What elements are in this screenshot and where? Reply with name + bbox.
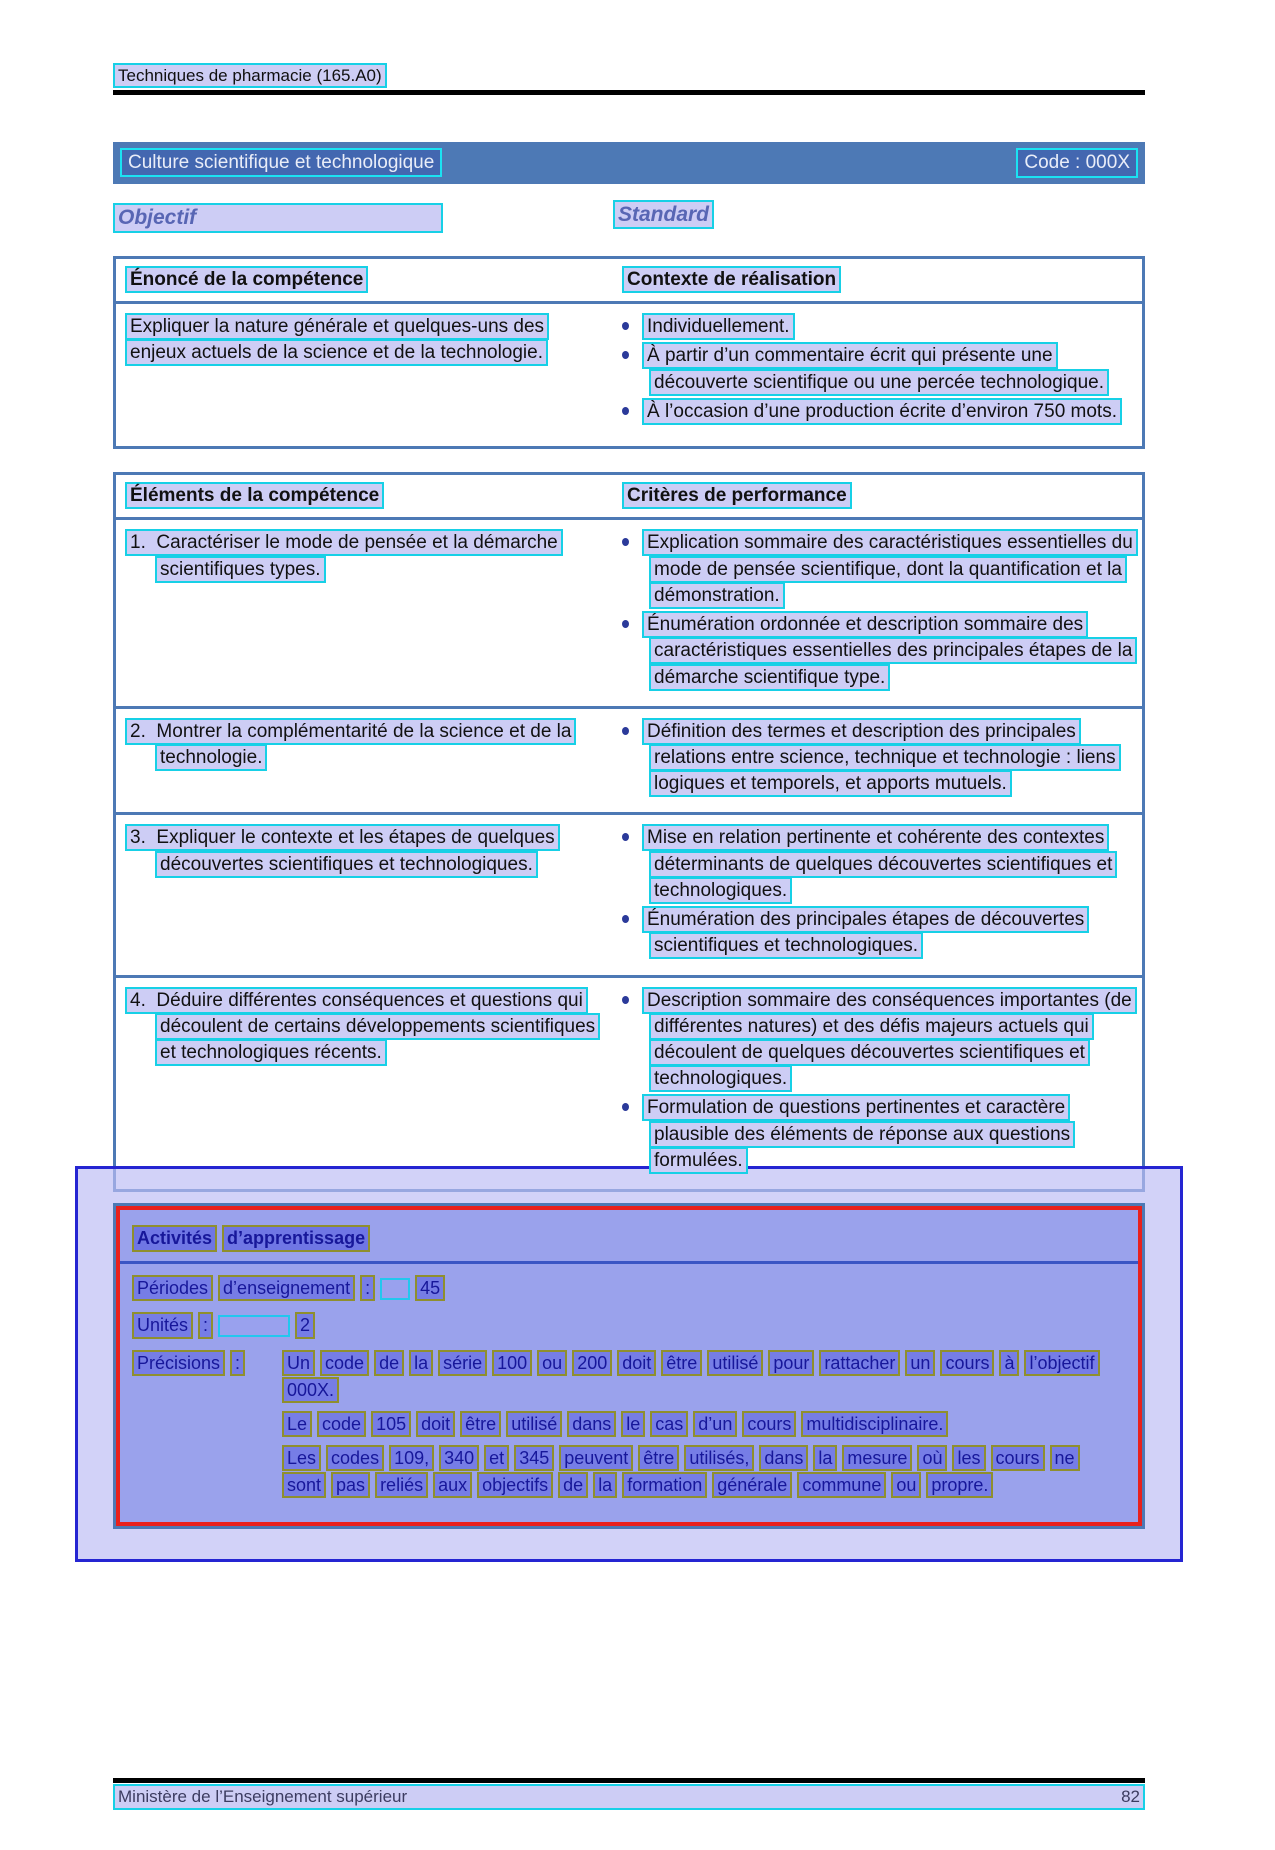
word-highlight: cours bbox=[742, 1411, 796, 1438]
word-highlight: rattacher bbox=[819, 1350, 900, 1377]
word-highlight: la bbox=[409, 1350, 433, 1377]
word-highlight: reliés bbox=[375, 1472, 428, 1499]
word-highlight: Unités bbox=[132, 1312, 193, 1339]
precisions-row bbox=[132, 1350, 1126, 1506]
word-highlight: codes bbox=[326, 1445, 384, 1472]
word-highlight: un bbox=[905, 1350, 935, 1377]
word-highlight: objectifs bbox=[477, 1472, 553, 1499]
word-highlight: de bbox=[374, 1350, 404, 1377]
word-highlight: d’apprentissage bbox=[222, 1225, 370, 1252]
word-highlight: d’enseignement bbox=[218, 1275, 355, 1302]
word-highlight: dans bbox=[759, 1445, 808, 1472]
word-highlight: dans bbox=[567, 1411, 616, 1438]
unites-row bbox=[132, 1312, 1126, 1339]
list-item bbox=[622, 530, 1133, 609]
element-text: Caractériser le mode de pensée et la démarche scientifiques types. bbox=[156, 532, 558, 580]
element-row-1 bbox=[116, 520, 1142, 705]
critere-text: Définition des termes et description des principales relations entre science, technique et technologie : liens logiques et temporels, et apports mutuels. bbox=[642, 718, 1121, 797]
bullet-icon bbox=[622, 727, 629, 735]
word-highlight: Les bbox=[282, 1445, 321, 1472]
bullet-icon bbox=[622, 351, 629, 359]
footer-ministry: Ministère de l’Enseignement supérieur bbox=[118, 1786, 408, 1806]
element-number: 3. bbox=[130, 827, 146, 849]
word-highlight: 105 bbox=[371, 1411, 411, 1438]
element-number: 4. bbox=[130, 989, 146, 1011]
precisions-label bbox=[132, 1350, 282, 1377]
word-highlight: la bbox=[593, 1472, 617, 1499]
element-row-4 bbox=[116, 975, 1142, 1190]
course-title-bar bbox=[113, 142, 1145, 184]
word-highlight: Périodes bbox=[132, 1275, 213, 1302]
word-highlight: ou bbox=[537, 1350, 567, 1377]
list-item bbox=[622, 1095, 1133, 1174]
annotation-overlay-box bbox=[75, 1166, 1183, 1562]
word-highlight: de bbox=[558, 1472, 588, 1499]
element-row-2 bbox=[116, 706, 1142, 813]
word-highlight: multidisciplinaire. bbox=[801, 1411, 948, 1438]
criteres-list bbox=[622, 530, 1133, 690]
critere-text: Explication sommaire des caractéristiques essentielles du mode de pensée scientifique, dont la quantification et la démonstration. bbox=[642, 529, 1138, 608]
word-highlight: commune bbox=[797, 1472, 886, 1499]
course-title: Culture scientifique et technologique bbox=[120, 148, 442, 177]
bullet-icon bbox=[622, 1103, 629, 1111]
word-highlight: 340 bbox=[439, 1445, 479, 1472]
objectif-heading: Objectif bbox=[113, 203, 443, 233]
criteres-header: Critères de performance bbox=[622, 482, 852, 509]
element-text: Déduire différentes conséquences et questions qui découlent de certains développements scientifiques et technologiques récents. bbox=[156, 989, 596, 1063]
element-number: 1. bbox=[130, 532, 146, 554]
criteres-list bbox=[622, 988, 1133, 1175]
word-highlight: utilisé bbox=[707, 1350, 763, 1377]
word-highlight: propre. bbox=[926, 1472, 993, 1499]
contexte-list bbox=[622, 314, 1133, 425]
word-highlight: être bbox=[460, 1411, 501, 1438]
enonce-header: Énoncé de la compétence bbox=[125, 266, 368, 293]
word-highlight: Précisions bbox=[132, 1350, 225, 1377]
highlight-spacer bbox=[218, 1315, 290, 1337]
periodes-row bbox=[132, 1275, 1126, 1302]
bullet-icon bbox=[622, 538, 629, 546]
criteres-list bbox=[622, 825, 1133, 959]
word-highlight: être bbox=[661, 1350, 702, 1377]
precisions-line-3 bbox=[282, 1445, 1126, 1499]
word-highlight: où bbox=[917, 1445, 947, 1472]
list-item bbox=[622, 988, 1133, 1093]
contexte-header: Contexte de réalisation bbox=[622, 266, 841, 293]
element-row-3 bbox=[116, 812, 1142, 974]
word-highlight: cas bbox=[650, 1411, 688, 1438]
list-item bbox=[622, 719, 1133, 798]
word-highlight: série bbox=[438, 1350, 487, 1377]
competence-table bbox=[113, 256, 1145, 449]
word-highlight: générale bbox=[712, 1472, 792, 1499]
critere-text: Énumération des principales étapes de découvertes scientifiques et technologiques. bbox=[642, 906, 1089, 959]
critere-text: Description sommaire des conséquences importantes (de différentes natures) et des défis majeurs actuels qui découlent de quelques découvertes scientifiques et technologiques. bbox=[642, 987, 1137, 1093]
precisions-text bbox=[282, 1350, 1126, 1506]
page-header-text: Techniques de pharmacie (165.A0) bbox=[113, 63, 387, 88]
word-highlight: 109, bbox=[389, 1445, 434, 1472]
word-highlight: 345 bbox=[514, 1445, 554, 1472]
section-headings-row bbox=[113, 203, 1145, 233]
word-highlight: et bbox=[484, 1445, 509, 1472]
word-highlight: formation bbox=[622, 1472, 707, 1499]
word-highlight: ne bbox=[1050, 1445, 1080, 1472]
word-highlight: aux bbox=[433, 1472, 472, 1499]
bullet-icon bbox=[622, 996, 629, 1004]
contexte-item-text: À partir d’un commentaire écrit qui présente une découverte scientifique ou une percée technologique. bbox=[642, 342, 1109, 395]
list-item bbox=[622, 825, 1133, 904]
footer-strip bbox=[113, 1784, 1145, 1810]
word-highlight: Un bbox=[282, 1350, 315, 1377]
competence-table-header bbox=[116, 259, 1142, 304]
element-text: Montrer la complémentarité de la science et de la technologie. bbox=[156, 720, 572, 768]
list-item bbox=[622, 399, 1133, 425]
activites-table bbox=[113, 1203, 1145, 1529]
list-item bbox=[622, 314, 1133, 340]
elements-table bbox=[113, 472, 1145, 1192]
precisions-line-2 bbox=[282, 1411, 1126, 1438]
activites-title bbox=[120, 1218, 1138, 1264]
footer-rule bbox=[113, 1778, 1145, 1783]
word-highlight: mesure bbox=[842, 1445, 912, 1472]
word-highlight: les bbox=[952, 1445, 985, 1472]
element-text: Expliquer le contexte et les étapes de quelques découvertes scientifiques et technologiques. bbox=[156, 827, 555, 875]
periodes-value: 45 bbox=[415, 1275, 445, 1302]
unites-value: 2 bbox=[295, 1312, 315, 1339]
precisions-line-1 bbox=[282, 1350, 1126, 1404]
critere-text: Énumération ordonnée et description sommaire des caractéristiques essentielles des principales étapes de la démarche scientifique type. bbox=[642, 611, 1137, 690]
contexte-item-text: Individuellement. bbox=[642, 313, 795, 340]
word-highlight: ou bbox=[891, 1472, 921, 1499]
standard-heading: Standard bbox=[613, 200, 714, 229]
bullet-icon bbox=[622, 833, 629, 841]
footer-page-number: 82 bbox=[1121, 1786, 1140, 1806]
word-highlight: utilisé bbox=[506, 1411, 562, 1438]
word-highlight: peuvent bbox=[559, 1445, 633, 1472]
word-highlight: la bbox=[813, 1445, 837, 1472]
bullet-icon bbox=[622, 915, 629, 923]
criteres-list bbox=[622, 719, 1133, 798]
word-highlight: l’objectif bbox=[1024, 1350, 1099, 1377]
critere-text: Mise en relation pertinente et cohérente des contextes déterminants de quelques découvertes scientifiques et technologiques. bbox=[642, 824, 1117, 903]
competence-statement: Expliquer la nature générale et quelques-uns des enjeux actuels de la science et de la technologie. bbox=[125, 313, 549, 366]
word-highlight: cours bbox=[940, 1350, 994, 1377]
word-highlight: 200 bbox=[572, 1350, 612, 1377]
page-header bbox=[113, 66, 1145, 95]
header-rule bbox=[113, 90, 1145, 95]
competence-table-row bbox=[116, 304, 1142, 446]
word-highlight: à bbox=[999, 1350, 1019, 1377]
word-highlight: sont bbox=[282, 1472, 326, 1499]
contexte-item-text: À l’occasion d’une production écrite d’environ 750 mots. bbox=[642, 398, 1122, 425]
word-highlight: pas bbox=[331, 1472, 370, 1499]
bullet-icon bbox=[622, 322, 629, 330]
word-highlight: Le bbox=[282, 1411, 312, 1438]
word-highlight: code bbox=[320, 1350, 369, 1377]
elements-table-header bbox=[116, 475, 1142, 520]
word-highlight: 100 bbox=[492, 1350, 532, 1377]
precisions-label-text bbox=[132, 1353, 230, 1373]
word-highlight: cours bbox=[991, 1445, 1045, 1472]
list-item bbox=[622, 343, 1133, 395]
word-highlight: d’un bbox=[693, 1411, 737, 1438]
word-highlight: Activités bbox=[132, 1225, 217, 1252]
word-highlight: utilisés, bbox=[684, 1445, 754, 1472]
activites-red-box bbox=[116, 1206, 1142, 1526]
unites-label bbox=[132, 1315, 198, 1335]
word-highlight: le bbox=[621, 1411, 645, 1438]
word-highlight: pour bbox=[768, 1350, 814, 1377]
highlight-spacer bbox=[380, 1278, 410, 1300]
word-highlight: code bbox=[317, 1411, 366, 1438]
word-highlight: être bbox=[638, 1445, 679, 1472]
critere-text: Formulation de questions pertinentes et caractère plausible des éléments de réponse aux questions formulées. bbox=[642, 1094, 1075, 1173]
colon: : bbox=[198, 1312, 213, 1339]
bullet-icon bbox=[622, 620, 629, 628]
element-number: 2. bbox=[130, 720, 146, 742]
colon: : bbox=[360, 1275, 375, 1302]
word-highlight: doit bbox=[416, 1411, 455, 1438]
footer-spacer bbox=[113, 1562, 1145, 1774]
word-highlight: 000X. bbox=[282, 1377, 339, 1404]
word-highlight: doit bbox=[617, 1350, 656, 1377]
course-code: Code : 000X bbox=[1016, 148, 1138, 178]
periodes-label bbox=[132, 1278, 360, 1298]
list-item bbox=[622, 612, 1133, 691]
bullet-icon bbox=[622, 407, 629, 415]
colon: : bbox=[230, 1350, 245, 1377]
elements-header: Éléments de la compétence bbox=[125, 482, 384, 509]
list-item bbox=[622, 907, 1133, 959]
